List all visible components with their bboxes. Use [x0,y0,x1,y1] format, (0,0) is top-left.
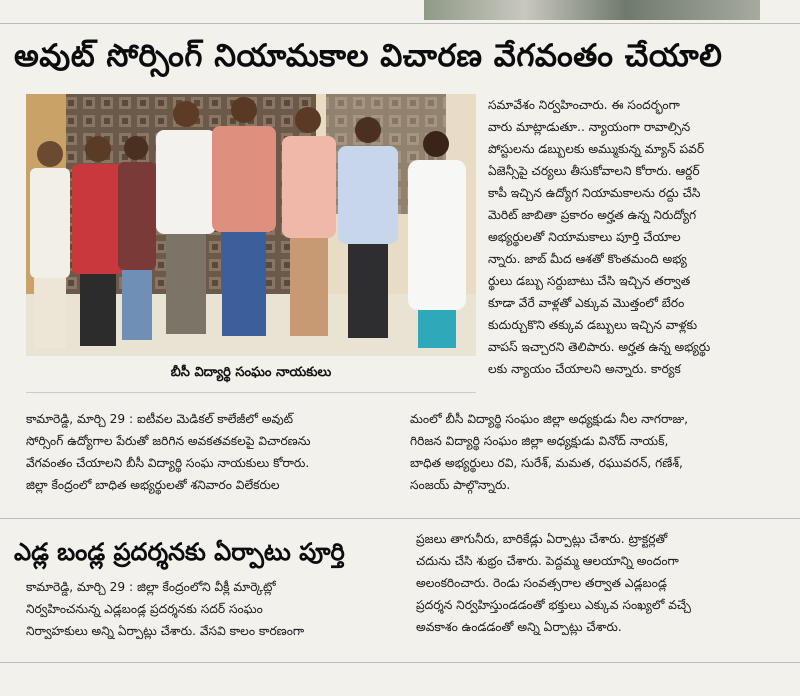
text-line: కామారెడ్డి, మార్చి 29 : జిల్లా కేంద్రంలోని వీక్లీ మార్కెట్లో [26,580,276,594]
text-line: చదును చేసి శుభ్రం చేశారు. పెద్దమ్మ ఆలయాన్ని అందంగా [416,554,679,568]
group-photo-illustration [26,94,476,356]
top-divider [0,23,800,24]
article-divider [0,518,800,519]
text-line: నిర్వాహకులు అన్ని ఏర్పాట్లు చేశారు. వేసవి కాలం కారణంగా [26,624,305,638]
text-line: అవకాశం ఉండడంతో అన్ని ఏర్పాట్లు చేశారు. [416,620,622,634]
text-line: న్నారు. జాబ్ మీద ఆశతో కొంతమంది అభ్య [488,252,687,266]
text-line: అలంకరించారు. రెండు సంవత్సరాల తర్వాత ఎడ్లబండ్ల [416,576,667,590]
text-line: కామారెడ్డి, మార్చి 29 : ఐటీవల మెడికల్ కాలేజీలో అవుట్ [26,412,294,426]
text-line: వేగవంతం చేయాలని బీసీ విద్యార్థి సంఘ నాయకులు కోరారు. [26,456,310,470]
headline-outsourcing: అవుట్ సోర్సింగ్ నియామకాల విచారణ వేగవంతం చేయాలి [14,38,723,74]
text-line: ర్థులు డబ్బు సర్దుబాటు చేసి ఇచ్చిన తర్వాత [488,274,691,288]
text-line: అభ్యర్థులతో నియామకాలు పూర్తి చేయాల [488,230,681,244]
group-photo [26,94,476,356]
article1-left-column [26,408,400,496]
article2-right-column [416,528,788,638]
text-line: ఏజెన్సీపై చర్యలు తీసుకోవాలని కోరారు. ఆర్డర్ [488,164,700,178]
article1-wide-column [410,408,790,496]
text-line: వాపస్ ఇచ్చారని తెలిపారు. అర్హత ఉన్న అభ్యర్థు [488,340,711,354]
headline-bullock-cart: ఎడ్ల బండ్ల ప్రదర్శనకు ఏర్పాటు పూర్తి [14,538,345,566]
text-line: నిర్వహించనున్న ఎడ్లబండ్ల ప్రదర్శనకు సదర్ సంఘం [26,602,263,616]
photo-caption: బీసీ విద్యార్థి సంఘం నాయకులు [170,365,332,380]
text-line: మంలో బీసీ విద్యార్థి సంఘం జిల్లా అధ్యక్షుడు నీల నాగరాజు, [410,412,689,426]
text-line: సంజయ్ పాల్గొన్నారు. [410,478,511,492]
text-line: కుదుర్చుకొని తక్కువ డబ్బులు ఇచ్చిన వాళ్లకు [488,318,698,332]
previous-article-strip [0,0,800,22]
text-line: ప్రజలు తాగునీరు, బారికేడ్లు ఏర్పాట్లు చేశారు. ట్రాక్టర్లతో [416,532,668,546]
text-line: సోర్సింగ్ ఉద్యోగాల పేరుతో జరిగిన అవకతవకలపై విచారణను [26,434,311,448]
previous-article-photo [424,0,760,20]
article2-left-column [26,576,406,642]
text-line: ప్రదర్శన నిర్వహిస్తుండడంతో భక్తులు ఎక్కువ సంఖ్యలో వచ్చే [416,598,691,612]
text-line: లకు న్యాయం చేయాలని అన్నారు. కార్యక [488,362,681,376]
text-line: కూడా వేరే వాళ్లతో ఎక్కువ మొత్తంలో బేరం [488,296,685,310]
text-line: బాధిత అభ్యర్థులు రవి, సురేశ్, మమత, రఘువరన్, గణేశ్, [410,456,683,470]
article1-right-column [488,94,786,380]
text-line: కాపీ ఇచ్చిన ఉద్యోగ నియామకాలను రద్దు చేసి [488,186,701,200]
text-line: మెరిట్ జాబితా ప్రకారం అర్హత ఉన్న నిరుద్యోగ [488,208,697,222]
bottom-divider [0,662,800,663]
text-line: వారు మాట్లాడుతూ.. న్యాయంగా రావాల్సిన [488,120,691,134]
caption-divider [26,392,476,393]
text-line: పోస్టులను డబ్బులకు అమ్ముకున్న మ్యాన్ పవర్ [488,142,705,156]
text-line: గిరిజన విద్యార్థి సంఘం జిల్లా అధ్యక్షుడు వినోద్ నాయక్, [410,434,669,448]
text-line: జిల్లా కేంద్రంలో బాధిత అభ్యర్థులతో శనివారం విలేకరుల [26,478,280,492]
text-line: సమావేశం నిర్వహించారు. ఈ సందర్భంగా [488,98,680,112]
